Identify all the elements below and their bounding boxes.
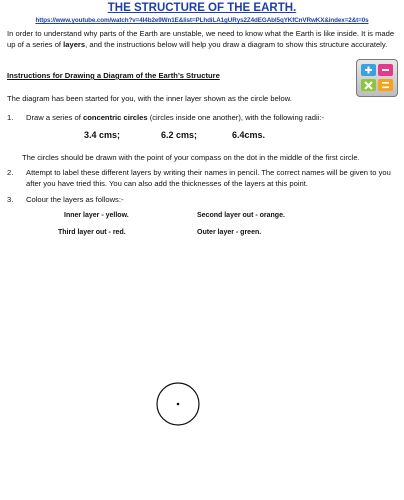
- intro-bold-layers: layers: [63, 39, 86, 49]
- inner-layer-circle: [148, 378, 208, 438]
- colour-inner: Inner layer - yellow.: [64, 212, 129, 219]
- step-1-number: 1.: [7, 113, 14, 122]
- calculator-icon: [356, 59, 398, 97]
- compass-note: The circles should be drawn with the point of your compass on the dot in the middle of the first circle.: [22, 153, 360, 162]
- compass-centre-dot: [177, 403, 180, 406]
- intro-text-end: , and the instructions below will help you draw a diagram to show this structure accurately.: [85, 39, 388, 49]
- step-2-number: 2.: [7, 168, 14, 177]
- intro-paragraph: [7, 29, 399, 50]
- intro-text-start: In order to understand why parts of the Earth are unstable, we need to know what the Earth is like inside. It is made up of a series of: [7, 29, 395, 49]
- step-3-number: 3.: [7, 195, 14, 204]
- colour-outer: Outer layer - green.: [197, 229, 262, 236]
- step-2-text: Attempt to label these different layers by writing their names in pencil. The correct names will be given to you after you have tried this. You can also add the thicknesses of the layers at this point.: [26, 168, 391, 188]
- colour-second: Second layer out - orange.: [197, 212, 285, 219]
- calculator-icon-graphic: [357, 60, 397, 96]
- page-title: THE STRUCTURE OF THE EARTH.: [107, 2, 297, 14]
- step-1-bold: concentric circles: [82, 113, 148, 122]
- step-1-post: (circles inside one another), with the following radii:-: [147, 113, 325, 122]
- started-note: The diagram has been started for you, with the inner layer shown as the circle below.: [7, 94, 292, 103]
- radius-3: 6.4cms.: [232, 130, 266, 140]
- colour-third: Third layer out - red.: [58, 229, 126, 236]
- video-link[interactable]: https://www.youtube.com/watch?v=4l4b2e9Wn1E&list=PLhdiLA1gURys2Z4dEGAbl5qYKfCnVRwKX&index=2&t=0s: [35, 17, 369, 24]
- step-3-text: Colour the layers as follows:-: [26, 195, 124, 204]
- step-1-pre: Draw a series of: [26, 113, 83, 122]
- radius-1: 3.4 cms;: [84, 130, 121, 140]
- earth-diagram: [148, 378, 208, 443]
- radius-2: 6.2 cms;: [161, 130, 198, 140]
- instructions-heading: Instructions for Drawing a Diagram of the Earth’s Structure: [7, 71, 220, 80]
- step-1-text: [26, 113, 396, 124]
